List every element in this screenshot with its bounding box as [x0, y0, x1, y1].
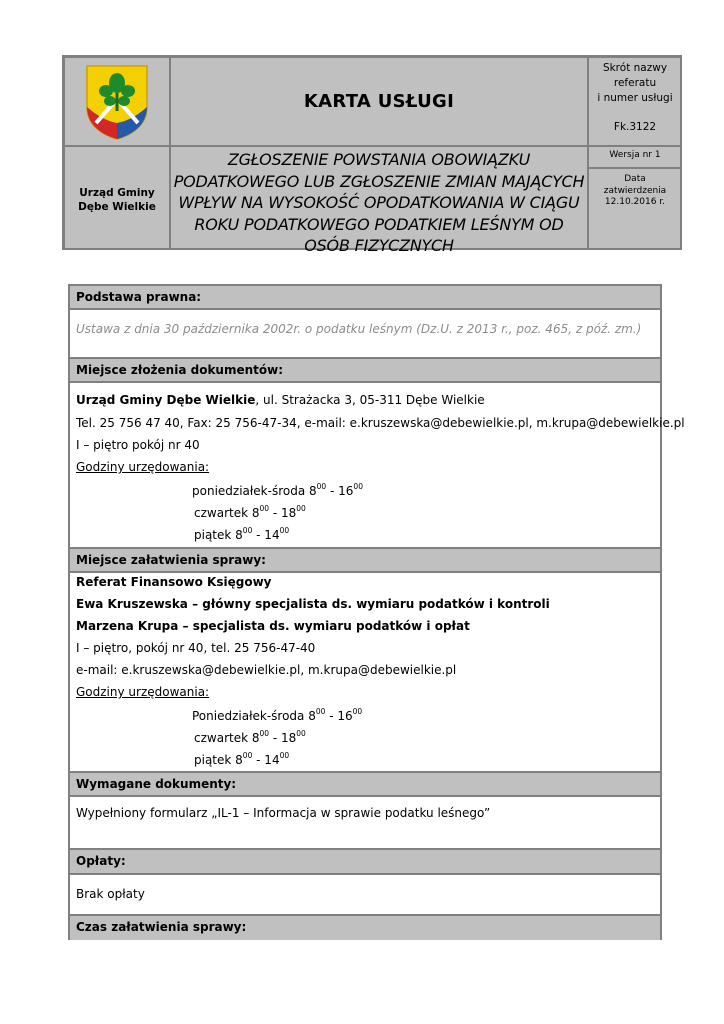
logo-cell	[64, 57, 170, 146]
hours-to: - 14	[252, 753, 280, 767]
handling-person-2: Marzena Krupa – specjalista ds. wymiaru podatków i opłat	[76, 619, 470, 633]
office-hours-label: Godziny urzędowania:	[76, 685, 210, 699]
office-hours-row	[192, 707, 362, 723]
section-heading-text: Miejsce złożenia dokumentów:	[76, 363, 284, 377]
office-address: , ul. Strażacka 3, 05-311 Dębe Wielkie	[255, 393, 485, 407]
office-name-line-1: Urząd Gminy	[79, 187, 155, 199]
hours-from-minutes: 00	[259, 729, 270, 738]
legal-basis-text: Ustawa z dnia 30 października 2002r. o podatku leśnym (Dz.U. z 2013 r., poz. 465, z póź. zm.)	[76, 322, 642, 336]
office-hours-label: Godziny urzędowania:	[76, 460, 210, 474]
handling-room: I – piętro, pokój nr 40, tel. 25 756-47-40	[76, 641, 316, 655]
office-hours-row	[192, 482, 363, 498]
hours-to-minutes: 00	[296, 504, 306, 513]
card-title: KARTA USŁUGI	[303, 91, 455, 112]
required-documents-text: Wypełniony formularz „IL-1 – Informacja w sprawie podatku leśnego”	[76, 806, 491, 820]
submission-office	[76, 393, 485, 407]
subject-line: PODATKOWEGO LUB ZGŁOSZENIE ZMIAN MAJĄCYCH	[173, 171, 585, 191]
section-heading-text: Wymagane dokumenty:	[76, 777, 237, 791]
handling-email: e-mail: e.kruszewska@debewielkie.pl, m.krupa@debewielkie.pl	[76, 663, 457, 677]
office-name-line-2: Dębe Wielkie	[78, 201, 156, 213]
section-heading-text: Czas załatwienia sprawy:	[76, 920, 247, 934]
handling-person-1: Ewa Kruszewska – główny specjalista ds. wymiaru podatków i kontroli	[76, 597, 550, 611]
card-title-cell	[170, 57, 588, 146]
section-heading-legal-basis	[70, 284, 660, 310]
section-heading-text: Podstawa prawna:	[76, 290, 202, 304]
service-code-label-3: i numer usługi	[597, 92, 673, 104]
office-hours-row	[194, 751, 289, 767]
hours-to: - 18	[269, 506, 297, 520]
hours-to: - 16	[325, 709, 353, 723]
oak-leaf-coat-of-arms-icon	[84, 63, 150, 141]
approval-date-cell	[588, 168, 682, 250]
office-hours-row	[194, 504, 306, 520]
hours-days: piątek 8	[194, 753, 243, 767]
subject-line: WPŁYW NA WYSOKOŚĆ OPODATKOWANIA W CIĄGU	[178, 193, 580, 212]
section-heading-fees	[70, 848, 660, 875]
submission-contact: Tel. 25 756 47 40, Fax: 25 756-47-34, e-mail: e.kruszewska@debewielkie.pl, m.krupa@debewielkie.pl	[76, 416, 685, 430]
approval-date-value: 12.10.2016 r.	[604, 197, 666, 207]
hours-from-minutes: 00	[242, 526, 253, 535]
hours-to: - 18	[269, 731, 297, 745]
hours-days: czwartek 8	[194, 731, 260, 745]
section-heading-submission-place	[70, 357, 660, 383]
hours-to-minutes: 00	[279, 751, 290, 760]
approval-date-label-1: Data	[624, 174, 646, 184]
hours-to: - 14	[252, 528, 280, 542]
hours-to: - 16	[326, 484, 354, 498]
service-code-label-1: Skrót nazwy	[602, 62, 668, 74]
office-hours-row	[194, 729, 306, 745]
subject-line: OSÓB FIZYCZNYCH	[304, 236, 454, 255]
section-heading-processing-time	[70, 914, 660, 940]
hours-to-minutes: 00	[353, 482, 363, 491]
subject-line: ROKU PODATKOWEGO PODATKIEM LEŚNYM OD	[194, 214, 564, 234]
fees-text: Brak opłaty	[76, 887, 145, 901]
service-code-label-2: referatu	[613, 77, 657, 89]
section-heading-required-documents	[70, 771, 660, 797]
hours-to-minutes: 00	[296, 729, 306, 738]
hours-to-minutes: 00	[279, 526, 290, 535]
hours-days: Poniedziałek-środa 8	[192, 709, 316, 723]
handling-department: Referat Finansowo Księgowy	[76, 575, 272, 589]
section-heading-text: Opłaty:	[76, 854, 126, 868]
submission-room: I – piętro pokój nr 40	[76, 438, 200, 452]
hours-from-minutes: 00	[259, 504, 270, 513]
header-table	[62, 55, 682, 255]
subject-line: ZGŁOSZENIE POWSTANIA OBOWIĄZKU	[227, 150, 531, 169]
service-number: Fk.3122	[613, 121, 657, 133]
service-subject-cell	[170, 146, 588, 255]
hours-to-minutes: 00	[352, 707, 363, 716]
service-code-cell	[588, 57, 682, 146]
hours-from-minutes: 00	[242, 751, 253, 760]
hours-from-minutes: 00	[316, 482, 327, 491]
office-cell	[64, 146, 170, 250]
approval-date-label-2: zatwierdzenia	[603, 185, 667, 196]
section-heading-handling-place	[70, 547, 660, 573]
section-heading-text: Miejsce załatwienia sprawy:	[76, 553, 266, 567]
version-cell	[588, 146, 682, 168]
version-label: Wersja nr 1	[609, 150, 661, 160]
office-name: Urząd Gminy Dębe Wielkie	[76, 393, 256, 407]
office-hours-row	[194, 526, 289, 542]
hours-from-minutes: 00	[315, 707, 326, 716]
hours-days: czwartek 8	[194, 506, 260, 520]
hours-days: poniedziałek-środa 8	[192, 484, 317, 498]
service-details-table	[68, 284, 685, 940]
hours-days: piątek 8	[194, 528, 243, 542]
